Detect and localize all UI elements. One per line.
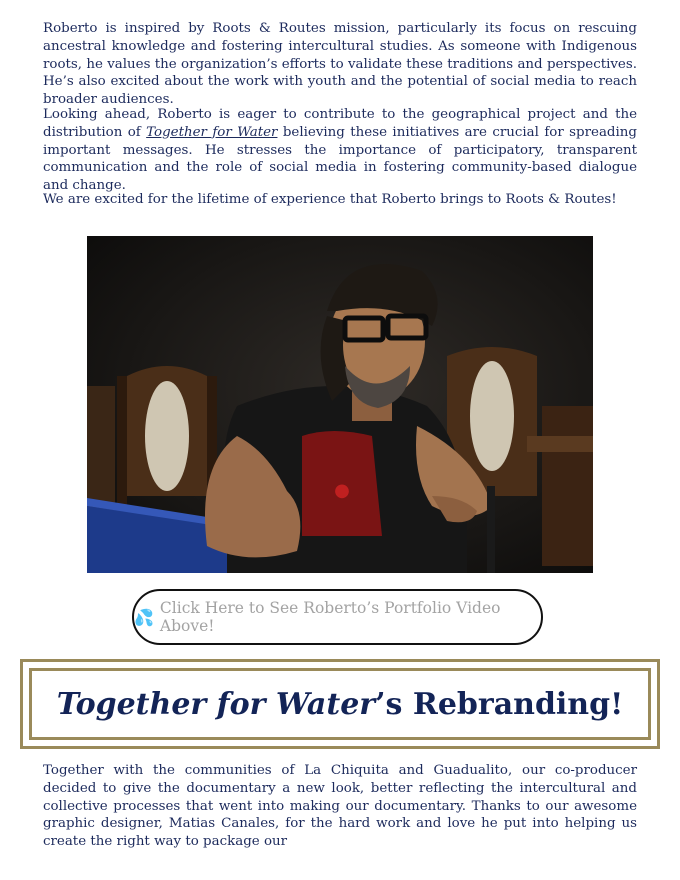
section-title-film-name: Together for Water (56, 686, 376, 722)
droplets-icon: 💦 (134, 607, 154, 627)
rebranding-paragraph: Together with the communities of La Chiquita and Guadualito, our co-producer decided to give the documentary a new look, better reflecting the intercultural and collective processes that went into making our documentary. Thanks to our awesome graphic designer, Matias Canales, for the hard work and love he put into helping us create the right way to package our (43, 763, 637, 850)
section-title-rest: ’s Rebranding! (375, 686, 624, 722)
paragraph-text: believing these initiatives are crucial for spreading important messages. He stresses the importance of participatory, transparent communication and the role of social media in fostering community-based dialogue and change. (43, 124, 637, 194)
section-banner-inner-frame (29, 668, 651, 740)
film-title-reference: Together for Water (146, 124, 278, 140)
intro-paragraph-1: Roberto is inspired by Roots & Routes mission, particularly its focus on rescuing ancestral knowledge and fostering intercultural studies. As someone with Indigenous roots, he values the organization’s efforts to validate these traditions and perspectives. He’s also excited about the work with youth and the potential of social media to reach broader audiences. (43, 21, 637, 108)
intro-paragraph-3: We are excited for the lifetime of experience that Roberto brings to Roots & Routes! (43, 192, 617, 207)
paragraph-text: Looking ahead, Roberto is eager to contribute to the geographical project and the distribution of (43, 107, 637, 140)
section-title (57, 687, 624, 722)
portfolio-video-button[interactable] (132, 589, 543, 645)
portfolio-video-label: Click Here to See Roberto’s Portfolio Video Above! (159, 599, 501, 635)
section-banner (20, 659, 660, 749)
svg-text:●: ● (334, 480, 350, 501)
roberto-portrait-photo (87, 236, 593, 573)
intro-paragraph-2 (43, 106, 637, 195)
